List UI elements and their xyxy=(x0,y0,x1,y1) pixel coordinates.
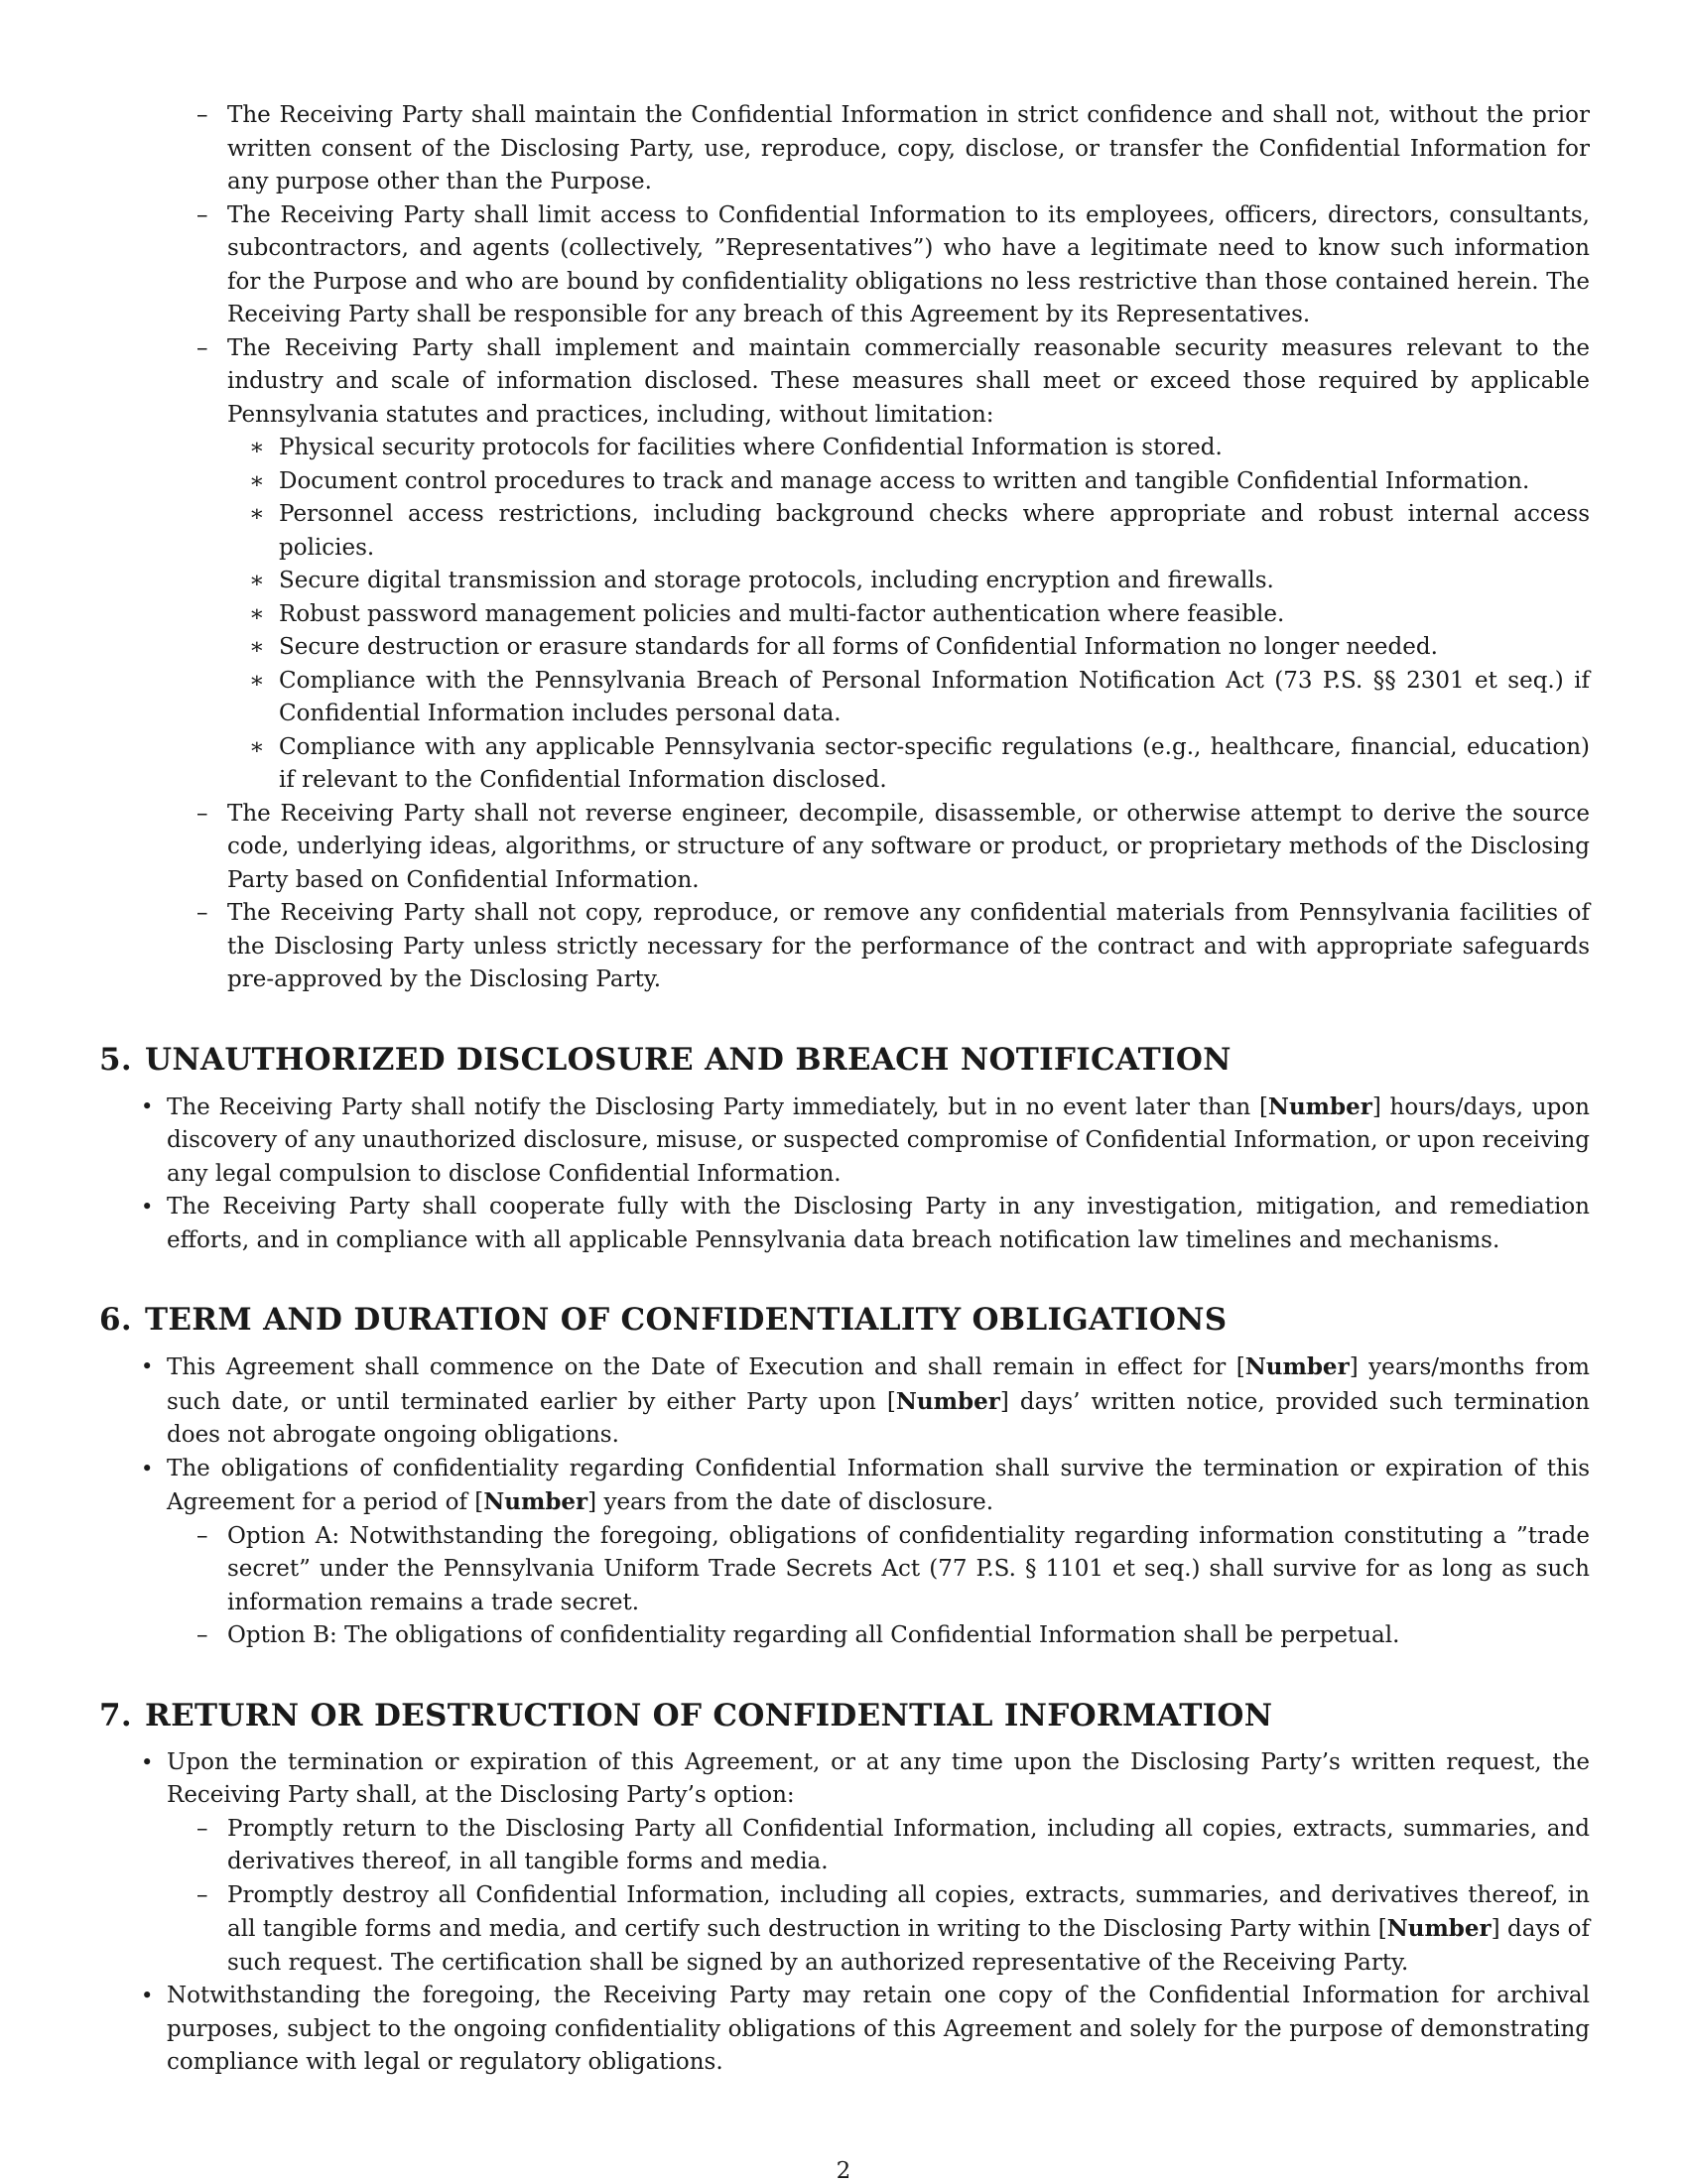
page-number: 2 xyxy=(836,2158,851,2184)
placeholder-number: Number xyxy=(483,1488,588,1515)
list-item: ∗ Robust password management policies and multi-factor authentication where feasible. xyxy=(227,598,1590,632)
list-item: – Promptly destroy all Confidential Information, including all copies, extracts, summaries, and derivatives thereof, in all tangible forms and media, and certify such destruction in writing to the Disclosing Party within [Number] days of such request. The certification shall be signed by an authorized representative of the Receiving Party. xyxy=(167,1879,1590,1981)
section-6-list xyxy=(99,1350,1590,1653)
list-item: • Notwithstanding the foregoing, the Receiving Party may retain one copy of the Confidential Information for archival purposes, subject to the ongoing confidentiality obligations of this Agreement and solely for the purpose of demonstrating compliance with legal or regulatory obligations. xyxy=(99,1980,1590,2080)
placeholder-number: Number xyxy=(1386,1915,1492,1942)
list-item: • The obligations of confidentiality regarding Confidential Information shall survive the termination or expiration of this Agreement for a period of [Number] years from the date of disclosure. – Option A: Notwithstanding the foregoing, obligations of confidentiality regarding information constituting a ”trade secret” under the Pennsylvania Uniform Trade Secrets Act (77 P.S. § 1101 et seq.) shall survive for as long as such information remains a trade secret. – Option B: The obligations of confidentiality regarding all Confidential Information shall be perpetual. xyxy=(99,1453,1590,1653)
placeholder-number: Number xyxy=(1244,1353,1350,1380)
list-item: – The Receiving Party shall not copy, reproduce, or remove any confidential materials from Pennsylvania facilities of the Disclosing Party unless strictly necessary for the performance of the contract and with appropriate safeguards pre-approved by the Disclosing Party. xyxy=(99,897,1590,997)
list-item: – Option A: Notwithstanding the foregoing, obligations of confidentiality regarding information constituting a ”trade secret” under the Pennsylvania Uniform Trade Secrets Act (77 P.S. § 1101 et seq.) shall survive for as long as such information remains a trade secret. xyxy=(167,1520,1590,1620)
list-item: – The Receiving Party shall implement and maintain commercially reasonable security measures relevant to the industry and scale of information disclosed. These measures shall meet or exceed those required by applicable Pennsylvania statutes and practices, including, without limitation: ∗ Physical security protocols for facilities where Confidential Information is stored. ∗ Document control procedures to track and manage access to written and tangible Confidential Information. ∗ Personnel access restrictions, including background checks where appropriate and robust internal access policies. ∗ Secure digital transmission and storage protocols, including encryption and firewalls. ∗ Robust password management policies and multi-factor authentication where feasible. ∗ Secure destruction or erasure standards for all forms of Confidential Information no longer needed. ∗ Compliance with the Pennsylvania Breach of Personal Information Notification Act (73 P.S. §§ 2301 et seq.) if Confidential Information includes personal data. ∗ Compliance with any applicable Pennsylvania sector-specific regulations (e.g., healthcare, financial, education) if relevant to the Confidential Information disclosed. xyxy=(99,332,1590,798)
list-item: ∗ Compliance with the Pennsylvania Breach of Personal Information Notification Act (73 P.S. §§ 2301 et seq.) if Confidential Information includes personal data. xyxy=(227,665,1590,731)
section-7-list xyxy=(99,1746,1590,2080)
list-item: – The Receiving Party shall not reverse engineer, decompile, disassemble, or otherwise attempt to derive the source code, underlying ideas, algorithms, or structure of any software or product, or proprietary methods of the Disclosing Party based on Confidential Information. xyxy=(99,798,1590,898)
section-heading-7: 7. RETURN OR DESTRUCTION OF CONFIDENTIAL INFORMATION xyxy=(99,1697,1273,1734)
section-heading-6: 6. TERM AND DURATION OF CONFIDENTIALITY OBLIGATIONS xyxy=(99,1302,1228,1338)
list-item: • This Agreement shall commence on the Date of Execution and shall remain in effect for [Number] years/months from such date, or until terminated earlier by either Party upon [Number] days’ written notice, provided such termination does not abrogate ongoing obligations. xyxy=(99,1350,1590,1453)
list-item: ∗ Personnel access restrictions, including background checks where appropriate and robust internal access policies. xyxy=(227,498,1590,565)
list-item: • The Receiving Party shall notify the Disclosing Party immediately, but in no event later than [Number] hours/days, upon discovery of any unauthorized disclosure, misuse, or suspected compromise of Confidential Information, or upon receiving any legal compulsion to disclose Confidential Information. xyxy=(99,1091,1590,1192)
list-item: • Upon the termination or expiration of this Agreement, or at any time upon the Disclosing Party’s written request, the Receiving Party shall, at the Disclosing Party’s option: – Promptly return to the Disclosing Party all Confidential Information, including all copies, extracts, summaries, and derivatives thereof, in all tangible forms and media. – Promptly destroy all Confidential Information, including all copies, extracts, summaries, and derivatives thereof, in all tangible forms and media, and certify such destruction in writing to the Disclosing Party within [Number] days of such request. The certification shall be signed by an authorized representative of the Receiving Party. xyxy=(99,1746,1590,1981)
section-heading-5: 5. UNAUTHORIZED DISCLOSURE AND BREACH NOTIFICATION xyxy=(99,1041,1232,1078)
list-item: – Promptly return to the Disclosing Party all Confidential Information, including all copies, extracts, summaries, and derivatives thereof, in all tangible forms and media. xyxy=(167,1813,1590,1879)
document-page xyxy=(99,99,1590,2080)
section-5-list xyxy=(99,1091,1590,1258)
list-item: ∗ Secure digital transmission and storage protocols, including encryption and firewalls. xyxy=(227,565,1590,598)
list-item: ∗ Document control procedures to track and manage access to written and tangible Confidential Information. xyxy=(227,465,1590,499)
list-item: ∗ Secure destruction or erasure standards for all forms of Confidential Information no longer needed. xyxy=(227,631,1590,665)
placeholder-number: Number xyxy=(895,1387,1000,1415)
placeholder-number: Number xyxy=(1267,1092,1372,1120)
section-4-obligations-list xyxy=(99,99,1590,997)
list-item: – The Receiving Party shall limit access to Confidential Information to its employees, officers, directors, consultants, subcontractors, and agents (collectively, ”Representatives”) who have a legitimate need to know such information for the Purpose and who are bound by confidentiality obligations no less restrictive than those contained herein. The Receiving Party shall be responsible for any breach of this Agreement by its Representatives. xyxy=(99,199,1590,332)
list-item: ∗ Compliance with any applicable Pennsylvania sector-specific regulations (e.g., healthcare, financial, education) if relevant to the Confidential Information disclosed. xyxy=(227,731,1590,798)
list-item: ∗ Physical security protocols for facilities where Confidential Information is stored. xyxy=(227,432,1590,465)
list-item: – Option B: The obligations of confidentiality regarding all Confidential Information shall be perpetual. xyxy=(167,1619,1590,1653)
section-6-options-list xyxy=(167,1520,1590,1653)
security-measures-list xyxy=(227,432,1590,798)
list-item: – The Receiving Party shall maintain the Confidential Information in strict confidence and shall not, without the prior written consent of the Disclosing Party, use, reproduce, copy, disclose, or transfer the Confidential Information for any purpose other than the Purpose. xyxy=(99,99,1590,199)
section-7-options-list xyxy=(167,1813,1590,1981)
list-item: • The Receiving Party shall cooperate fully with the Disclosing Party in any investigation, mitigation, and remediation efforts, and in compliance with all applicable Pennsylvania data breach notification law timelines and mechanisms. xyxy=(99,1191,1590,1257)
